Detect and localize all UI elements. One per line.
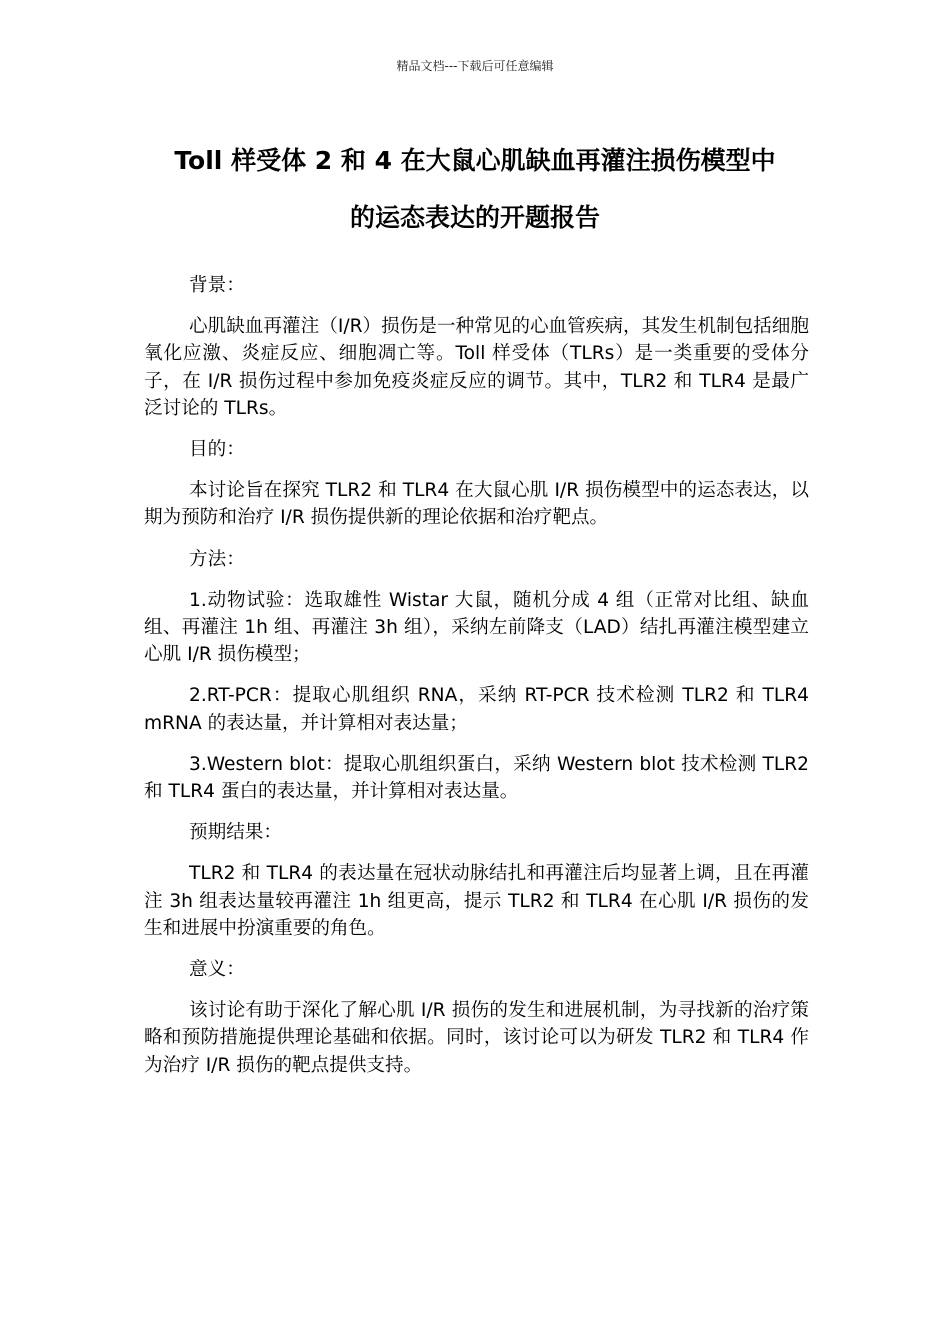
paragraph-method-2: 2.RT-PCR：提取心肌组织 RNA，采纳 RT-PCR 技术检测 TLR2 和 TLR4 mRNA 的表达量，并计算相对表达量； xyxy=(144,685,809,734)
heading-significance: 意义： xyxy=(189,959,245,981)
paragraph-method-1: 1.动物试验：选取雄性 Wistar 大鼠，随机分成 4 组（正常对比组、缺血组、再灌注 1h 组、再灌注 3h 组），采纳左前降支（LAD）结扎再灌注模型建立心肌 I/R 损伤模型； xyxy=(144,589,809,666)
heading-methods: 方法： xyxy=(189,548,245,570)
paragraph-significance: 该讨论有助于深化了解心肌 I/R 损伤的发生和进展机制，为寻找新的治疗策略和预防措施提供理论基础和依据。同时，该讨论可以为研发 TLR2 和 TLR4 作为治疗 I/R 损伤的靶点提供支持。 xyxy=(144,1000,809,1076)
heading-expected-results: 预期结果： xyxy=(189,822,282,844)
paragraph-expected-results: TLR2 和 TLR4 的表达量在冠状动脉结扎和再灌注后均显著上调，且在再灌注 3h 组表达量较再灌注 1h 组更高，提示 TLR2 和 TLR4 在心肌 I/R 损伤的发生和进展中扮演重要的角色。 xyxy=(144,863,809,939)
paragraph-method-3: 3.Western blot：提取心肌组织蛋白，采纳 Western blot 技术检测 TLR2 和 TLR4 蛋白的表达量，并计算相对表达量。 xyxy=(144,753,809,803)
paragraph-background: 心肌缺血再灌注（I/R）损伤是一种常见的心血管疾病，其发生机制包括细胞氧化应激、炎症反应、细胞凋亡等。Toll 样受体（TLRs）是一类重要的受体分子，在 I/R 损伤过程中参加免疫炎症反应的调节。其中，TLR2 和 TLR4 是最广泛讨论的 TLRs。 xyxy=(144,316,809,419)
heading-purpose: 目的： xyxy=(189,439,245,461)
title-line-1: Toll 样受体 2 和 4 在大鼠心肌缺血再灌注损伤模型中 xyxy=(174,146,776,175)
title-line-2: 的运态表达的开题报告 xyxy=(349,203,600,232)
page-header: 精品文档---下载后可任意编辑 xyxy=(396,59,554,73)
heading-background: 背景： xyxy=(189,275,245,296)
paragraph-purpose: 本讨论旨在探究 TLR2 和 TLR4 在大鼠心肌 I/R 损伤模型中的运态表达，以期为预防和治疗 I/R 损伤提供新的理论依据和治疗靶点。 xyxy=(144,480,809,529)
document-title xyxy=(140,132,810,246)
document-body xyxy=(144,272,809,1093)
